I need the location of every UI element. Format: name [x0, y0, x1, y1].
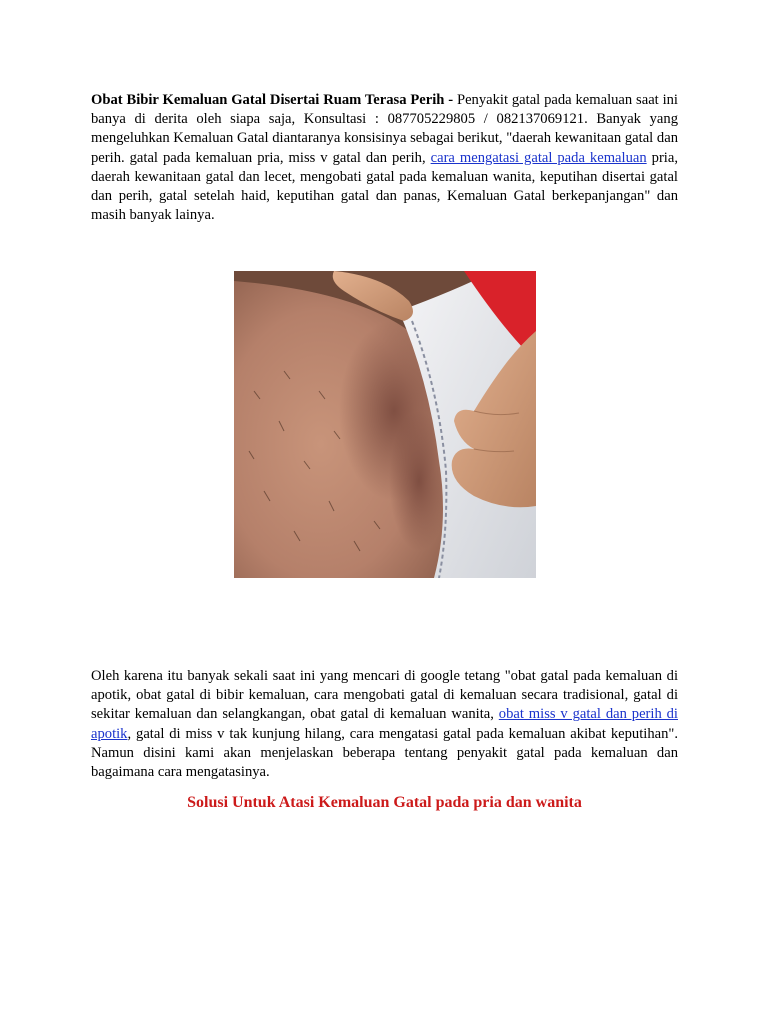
article-photo: [234, 271, 536, 578]
intro-text-part1: Penyakit gatal pada kemaluan saat ini banya di derita oleh siapa saja, Konsultasi : 087705229805 / 082137069121. Banyak yang mengeluhkan Kemaluan Gatal diantaranya konsisinya sebagai berikut, "daerah kewanitaan gatal dan perih. gatal pada kemaluan pria, miss v gatal dan perih,: [91, 92, 678, 166]
body-text-part1: Oleh karena itu banyak sekali saat ini yang mencari di google tetang "obat gatal pada kemaluan di apotik, obat gatal di bibir kemaluan, cara mengobati gatal di kemaluan secara tradisional, gatal di sekitar kemaluan dan selangkangan, obat gatal di kemaluan wanita,: [91, 668, 678, 723]
body-block: [91, 667, 678, 782]
intro-block: [91, 91, 678, 225]
article-title: Obat Bibir Kemaluan Gatal Disertai Ruam Terasa Perih -: [91, 92, 454, 108]
intro-paragraph: [91, 91, 678, 225]
section-heading: Solusi Untuk Atasi Kemaluan Gatal pada pria dan wanita: [187, 794, 582, 811]
link-cara-mengatasi[interactable]: cara mengatasi gatal pada kemaluan: [430, 149, 647, 166]
body-paragraph: [91, 667, 678, 782]
intro-text-part2: pria, daerah kewanitaan gatal dan lecet, mengobati gatal pada kemaluan wanita, keputihan disertai gatal dan perih, gatal setelah haid, keputihan gatal dan panas, Kemaluan Gatal berkepanjangan" dan masih banyak lainya.: [91, 149, 678, 224]
link-obat-miss-v[interactable]: obat miss v gatal dan perih di apotik: [91, 706, 678, 742]
body-text-part2: , gatal di miss v tak kunjung hilang, cara mengatasi gatal pada kemaluan akibat keputihan". Namun disini kami akan menjelaskan beberapa tentang penyakit gatal pada kemaluan dan bagaimana cara mengatasinya.: [91, 725, 678, 781]
